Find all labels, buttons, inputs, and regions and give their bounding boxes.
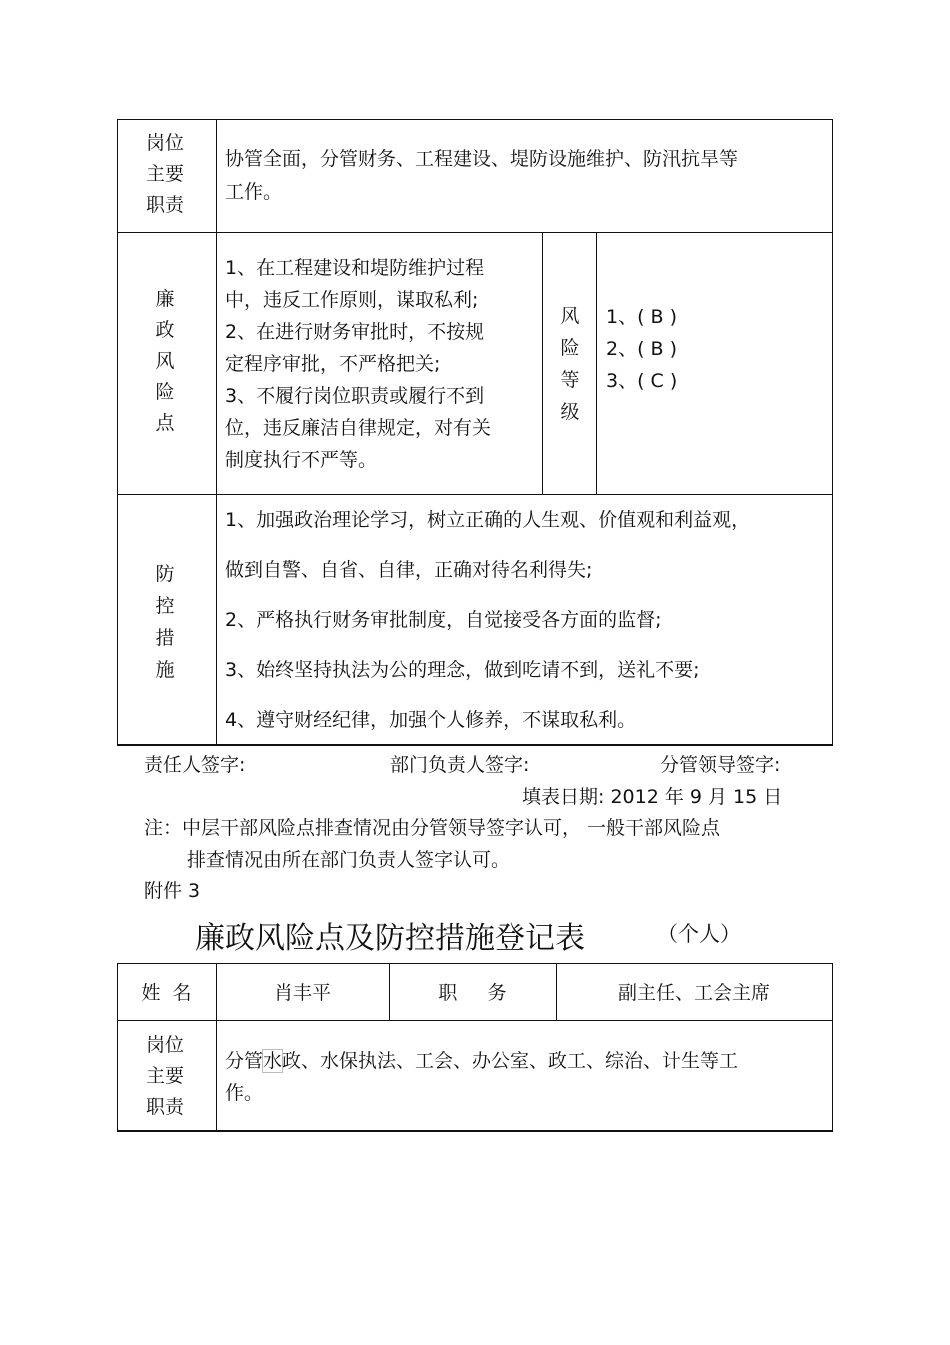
control-measure-line: 1、加强政治理论学习，树立正确的人生观、价值观和利益观， — [225, 509, 751, 531]
risk-level-label — [550, 300, 590, 428]
risk-level-value: 2、( B ) — [606, 338, 678, 360]
risk-level-label-char: 等 — [560, 369, 580, 391]
risk-point-label-char: 点 — [155, 412, 175, 434]
duty-content-line: 作。 — [225, 1082, 264, 1104]
risk-point-label-char: 廉 — [155, 288, 175, 310]
table-border-left — [117, 119, 118, 746]
note-line: 注：中层干部风险点排查情况由分管领导签字认可， 一般干部风险点 — [144, 817, 721, 839]
duty-content-line — [225, 1045, 738, 1077]
leader-signature-label: 分管领导签字: — [660, 754, 781, 776]
table-row-divider — [117, 232, 833, 233]
table-col-divider — [216, 119, 217, 746]
risk-point-line: 中，违反工作原则，谋取私利; — [225, 289, 479, 311]
control-measure-line: 2、严格执行财务审批制度，自觉接受各方面的监督; — [225, 609, 662, 631]
table-row-divider — [117, 1020, 833, 1021]
table-row-divider — [117, 494, 833, 495]
duty-content-line: 协管全面，分管财务、工程建设、堤防设施维护、防汛抗旱等 — [225, 148, 739, 170]
name-label: 姓 名 — [141, 982, 192, 1004]
risk-level-label-char: 风 — [560, 305, 580, 327]
table-border-right — [832, 119, 833, 746]
duty-label — [145, 128, 185, 221]
duty-content-line: 工作。 — [225, 181, 283, 203]
dept-head-signature-label: 部门负责人签字: — [390, 754, 530, 776]
risk-point-label-char: 风 — [155, 350, 175, 372]
risk-level-values — [606, 301, 677, 397]
name-value: 肖丰平 — [273, 982, 331, 1004]
risk-point-line: 制度执行不严等。 — [225, 449, 378, 471]
risk-point-label-char: 险 — [155, 381, 175, 403]
duty-prefix: 分管 — [225, 1050, 264, 1072]
control-measure-line: 做到自警、自省、自律，正确对待名利得失; — [225, 559, 593, 581]
risk-level-label-char: 险 — [560, 337, 580, 359]
risk-level-value: 3、( C ) — [606, 370, 678, 392]
table-border-right — [832, 963, 833, 1132]
risk-level-label-char: 级 — [560, 401, 580, 423]
control-measures-label — [145, 558, 185, 686]
risk-point-line: 1、在工程建设和堤防维护过程 — [225, 257, 485, 279]
risk-point-line: 位，违反廉洁自律规定，对有关 — [225, 417, 492, 439]
control-measures-label-char: 措 — [155, 627, 175, 649]
risk-point-label — [145, 284, 185, 439]
control-measures-label-char: 施 — [155, 659, 175, 681]
duty-highlighted-char: 水 — [263, 1050, 283, 1072]
risk-point-content — [225, 252, 491, 476]
fill-date: 填表日期: 2012 年 9 月 15 日 — [522, 786, 783, 808]
duty-label-line: 主要 — [145, 163, 184, 185]
table-border-top — [117, 963, 833, 964]
responsible-signature-label: 责任人签字: — [144, 754, 246, 776]
duty-rest: 政、水保执法、工会、办公室、政工、综治、计生等工 — [282, 1050, 739, 1072]
duty-label-line: 岗位 — [145, 132, 184, 154]
duty-label-line: 岗位 — [145, 1034, 184, 1056]
risk-point-line: 2、在进行财务审批时，不按规 — [225, 321, 485, 343]
risk-point-line: 3、不履行岗位职责或履行不到 — [225, 385, 485, 407]
risk-point-line: 定程序审批，不严格把关; — [225, 353, 441, 375]
note-line: 排查情况由所在部门负责人签字认可。 — [187, 849, 511, 871]
control-measures-label-char: 控 — [155, 595, 175, 617]
duty-label — [145, 1030, 185, 1123]
table-col-divider — [542, 232, 543, 494]
table-border-top — [117, 119, 833, 120]
table-border-bottom — [117, 744, 833, 746]
position-label: 职 务 — [438, 982, 507, 1004]
position-value: 副主任、工会主席 — [617, 982, 770, 1004]
control-measure-line: 4、遵守财经纪律，加强个人修养，不谋取私利。 — [225, 709, 637, 731]
form-title: 廉政风险点及防控措施登记表 — [195, 921, 585, 956]
risk-point-label-char: 政 — [155, 319, 175, 341]
form-subtitle: （个人） — [657, 922, 741, 946]
table-border-bottom — [117, 1130, 833, 1132]
table-col-divider — [596, 232, 597, 494]
control-measure-line: 3、始终坚持执法为公的理念，做到吃请不到，送礼不要; — [225, 659, 700, 681]
duty-label-line: 职责 — [145, 194, 184, 216]
duty-label-line: 主要 — [145, 1065, 184, 1087]
risk-level-value: 1、( B ) — [606, 306, 678, 328]
duty-label-line: 职责 — [145, 1096, 184, 1118]
attachment-label: 附件 3 — [144, 880, 201, 902]
control-measures-label-char: 防 — [155, 563, 175, 585]
